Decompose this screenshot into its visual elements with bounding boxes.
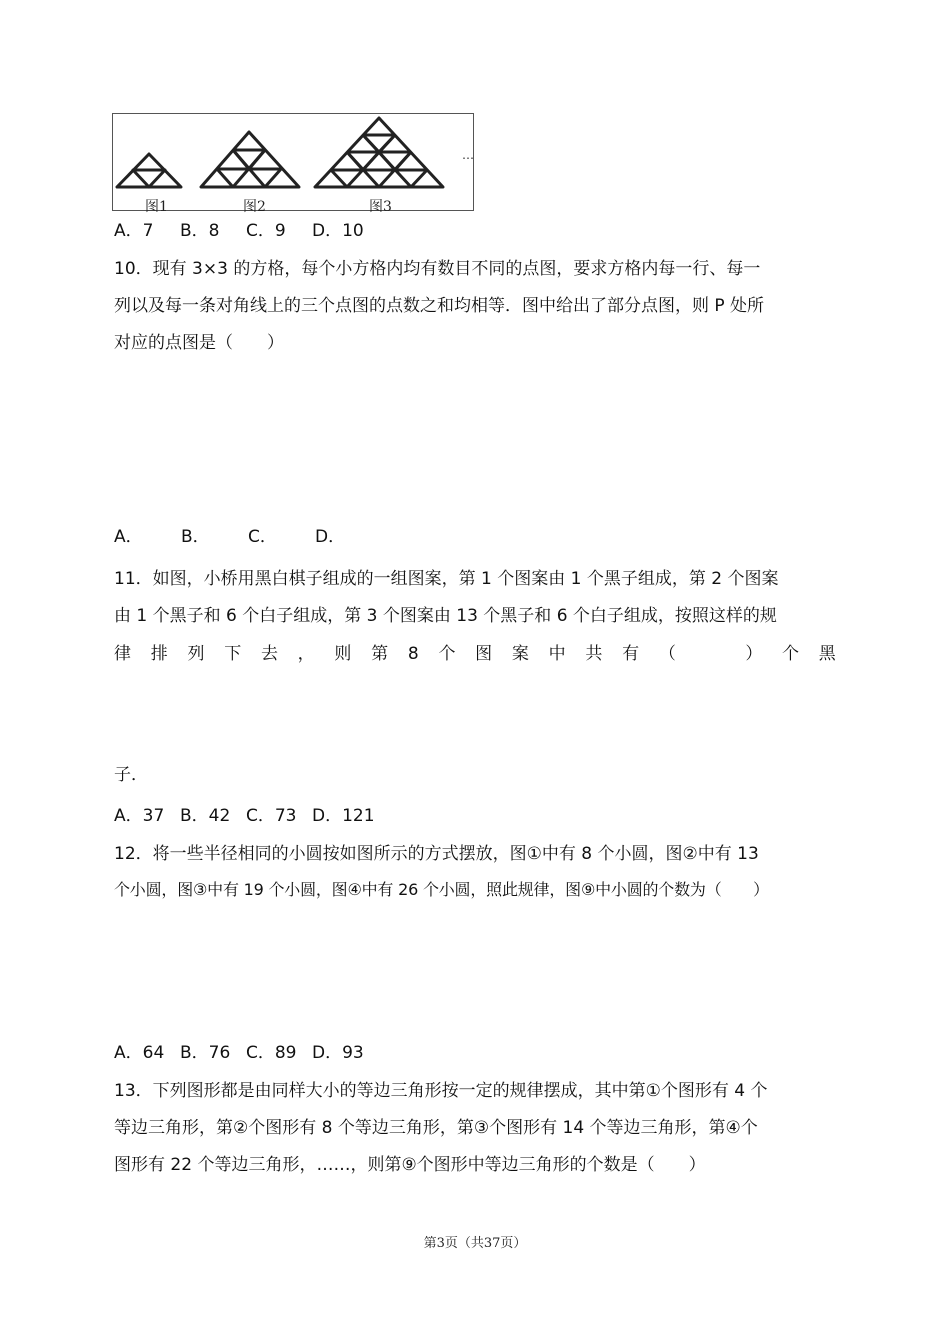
q10-line-2: 列以及每一条对角线上的三个点图的点数之和均相等．图中给出了部分点图，则 P 处所 xyxy=(114,296,765,316)
q11-token: ， xyxy=(297,644,315,664)
q13-line-1: 13．下列图形都是由同样大小的等边三角形按一定的规律摆成，其中第①个图形有 4 个 xyxy=(114,1081,768,1101)
q11-answer-blank xyxy=(696,644,726,664)
q11-token: 案 xyxy=(511,644,529,664)
q11-line-4: 子． xyxy=(114,765,148,785)
q10-option-d: D． xyxy=(315,527,346,547)
q12-line-1: 12．将一些半径相同的小圆按如图所示的方式摆放，图①中有 8 个小圆，图②中有 13 xyxy=(114,844,759,864)
q11-option-b: B．42 xyxy=(180,806,231,826)
q9-options xyxy=(114,221,364,241)
q11-line-3 xyxy=(114,644,836,664)
q11-token: 列 xyxy=(187,644,205,664)
q11-options xyxy=(114,806,375,826)
q11-option-d: D．121 xyxy=(312,806,375,826)
q10-option-a: A． xyxy=(114,527,143,547)
q11-token: 下 xyxy=(224,644,242,664)
figure-label-1: 图1 xyxy=(145,199,168,215)
q12-line-2: 个小圆，图③中有 19 个小圆，图④中有 26 个小圆，照此规律，图⑨中小圆的个数为（ ） xyxy=(114,880,769,899)
q10-option-c: C． xyxy=(248,527,277,547)
q11-option-a: A．37 xyxy=(114,806,165,826)
q9-option-b: B．8 xyxy=(180,221,220,241)
q9-option-a: A．7 xyxy=(114,221,154,241)
q12-option-a: A．64 xyxy=(114,1043,165,1063)
q10-option-b: B． xyxy=(181,527,210,547)
page-footer: 第3页（共37页） xyxy=(423,1236,527,1251)
q11-token: 8 xyxy=(407,644,419,664)
q11-token: 有 xyxy=(622,644,640,664)
q10-line-1: 10．现有 3×3 的方格，每个小方格内均有数目不同的点图，要求方格内每一行、每一 xyxy=(114,259,761,279)
q12-option-d: D．93 xyxy=(312,1043,364,1063)
q11-token: ） xyxy=(745,644,763,664)
q11-option-c: C．73 xyxy=(246,806,297,826)
q11-token: 律 xyxy=(114,644,131,664)
q9-option-d: D．10 xyxy=(312,221,364,241)
figure-label-2: 图2 xyxy=(243,199,266,215)
q10-line-3: 对应的点图是（ ） xyxy=(114,333,284,353)
q11-token: 中 xyxy=(548,644,566,664)
q9-option-c: C．9 xyxy=(246,221,286,241)
q11-token: 排 xyxy=(150,644,168,664)
q11-token: （ xyxy=(658,644,676,664)
q11-line-2: 由 1 个黑子和 6 个白子组成，第 3 个图案由 13 个黑子和 6 个白子组成，按照这样的规 xyxy=(114,606,777,626)
triangle-pattern-figure xyxy=(112,113,474,215)
q12-option-b: B．76 xyxy=(180,1043,231,1063)
q11-token: 共 xyxy=(585,644,603,664)
q11-token: 图 xyxy=(475,644,493,664)
q13-line-3: 图形有 22 个等边三角形，……，则第⑨个图形中等边三角形的个数是（ ） xyxy=(114,1155,706,1175)
q11-line-1: 11．如图，小桥用黑白棋子组成的一组图案，第 1 个图案由 1 个黑子组成，第 2 个图案 xyxy=(114,569,779,589)
q11-token: 第 xyxy=(371,644,389,664)
figure-ellipsis: … xyxy=(462,148,474,162)
q12-options xyxy=(114,1043,364,1063)
q12-option-c: C．89 xyxy=(246,1043,297,1063)
q11-token: 个 xyxy=(438,644,456,664)
figure-label-3: 图3 xyxy=(369,199,392,215)
q11-token: 黑 xyxy=(818,644,836,664)
q11-token: 则 xyxy=(334,644,352,664)
q10-options xyxy=(114,527,345,547)
q11-token: 个 xyxy=(782,644,800,664)
q13-line-2: 等边三角形，第②个图形有 8 个等边三角形，第③个图形有 14 个等边三角形，第④个 xyxy=(114,1118,758,1138)
q11-token: 去 xyxy=(260,644,278,664)
